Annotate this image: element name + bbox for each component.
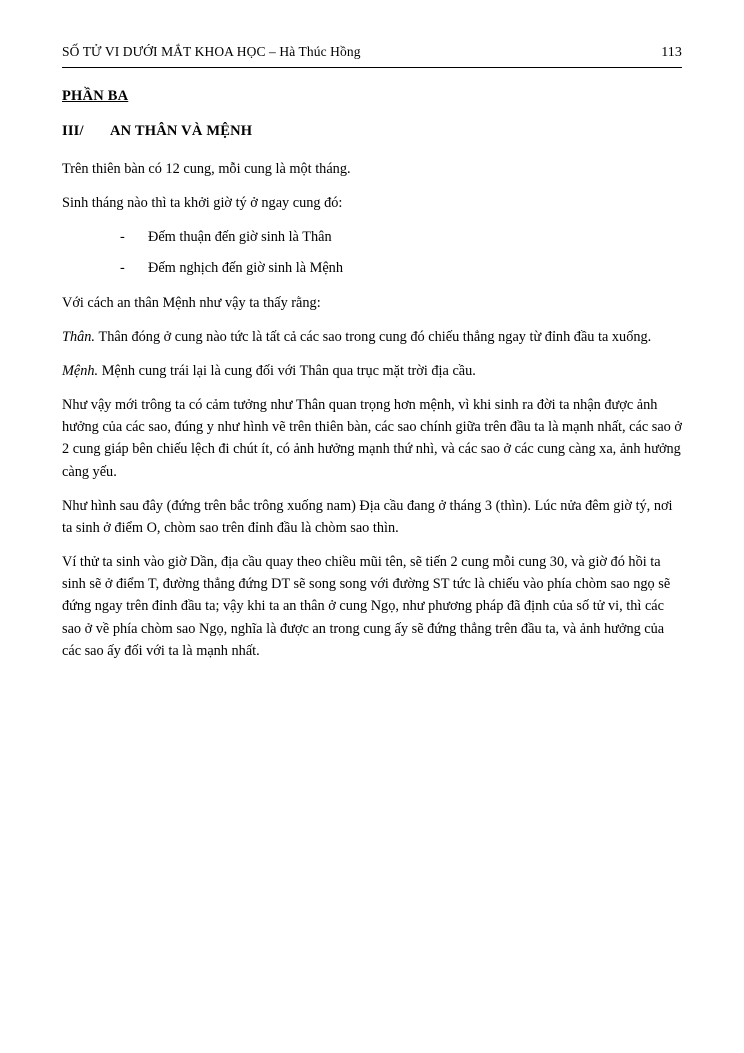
section-number: III/ [62,123,84,139]
bullet-list [62,226,682,279]
paragraph-7: Như hình sau đây (đứng trên bắc trông xuống nam) Địa cầu đang ở tháng 3 (thìn). Lúc nửa đêm giờ tý, nơi ta sinh ở điểm O, chòm sao trên đỉnh đầu là chòm sao thìn. [62,497,673,536]
header-title: SỐ TỬ VI DƯỚI MẮT KHOA HỌC – Hà Thúc Hồng [62,44,361,59]
bullet-marker: - [120,229,125,246]
section-title: AN THÂN VÀ MỆNH [110,123,253,139]
page-header [62,44,682,61]
paragraph-1: Trên thiên bàn có 12 cung, mỗi cung là một tháng. [62,161,351,177]
bullet-text: Đếm thuận đến giờ sinh là Thân [148,229,332,246]
term-than: Thân. [62,328,99,345]
paragraph-6: Như vậy mới trông ta có cảm tưởng như Thân quan trọng hơn mệnh, vì khi sinh ra đời ta nhận được ảnh hưởng của các sao, đúng y như hình vẽ trên thiên bàn, các sao chính giữa trên đầu ta là mạnh nhất, các sao ở 2 cung giáp bên chiếu lệch đi chút ít, có ảnh hưởng mạnh thứ nhì, và các sao ở các cung càng xa, ảnh hưởng càng yếu. [62,397,682,480]
term-menh: Mệnh. [62,362,102,379]
list-item [62,226,682,248]
paragraph-8: Ví thử ta sinh vào giờ Dần, địa cầu quay theo chiều mũi tên, sẽ tiến 2 cung mỗi cung 30, và giờ đó hồi ta sinh sẽ ở điểm T, đường thẳng đứng DT sẽ song song với đường ST tức là chiếu vào phía chòm sao ngọ sẽ đứng ngay trên đỉnh đầu ta; vậy khi ta an thân ở cung Ngọ, như phương pháp đã định của số tử vi, thì các sao ở về phía chòm sao Ngọ, nghĩa là được an trong cung ấy sẽ đứng thẳng trên đầu ta, và ảnh hưởng của các sao ấy đối với ta là mạnh nhất. [62,554,671,659]
paragraph-than [62,326,682,348]
paragraph-3: Với cách an thân Mệnh như vậy ta thấy rằng: [62,294,321,311]
paragraph-2: Sinh tháng nào thì ta khởi giờ tý ở ngay cung đó: [62,195,343,212]
page-number: 113 [661,45,682,60]
paragraph-menh [62,360,682,382]
bullet-text: Đếm nghịch đến giờ sinh là Mệnh [148,260,343,277]
section-heading [62,123,682,140]
header-divider [62,67,682,68]
bullet-marker: - [120,260,125,277]
paragraph-than-text: Thân đóng ở cung nào tức là tất cả các sao trong cung đó chiếu thẳng ngay từ đỉnh đầu ta xuống. [98,328,652,345]
part-label: PHẦN BA [62,88,129,104]
list-item [62,257,682,279]
paragraph-menh-text: Mệnh cung trái lại là cung đối với Thân qua trục mặt trời địa cầu. [101,362,476,379]
